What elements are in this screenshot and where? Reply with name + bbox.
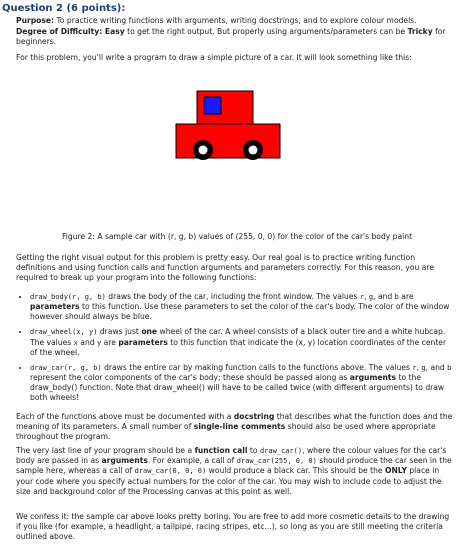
purpose-label: Purpose: — [16, 16, 55, 25]
front-wheel-hubcap — [199, 146, 208, 155]
car-drawing — [0, 80, 474, 230]
rear-wheel-hubcap — [249, 146, 258, 155]
function-signature: draw_car(r, g, b) — [30, 363, 102, 372]
function-signature: draw_wheel(x, y) — [30, 328, 98, 337]
car-window — [204, 97, 221, 114]
list-item: • draw_car(r, g, b) draws the entire car by making function calls to the functions above. The values r, g, and b represent the color components of the car's body; these should be passed along as arguments to the draw_body() function. Note that draw_wheel() will have to be called twice (with different arguments) to draw both wheels! — [30, 363, 454, 403]
function-signature: draw_body(r, g, b) — [30, 293, 106, 301]
difficulty-text: to get the right output. But properly using arguments/parameters can be — [124, 27, 408, 36]
purpose-line — [16, 16, 454, 26]
car-figure — [0, 80, 474, 230]
paragraph-1-text: Getting the right visual output for this problem is pretty easy. Our real goal is to practice writing function definitions and using function calls and function arguments and parameters correctly. For this reason, you are required to break up your program into the following functions: — [16, 253, 435, 283]
car-body — [176, 124, 280, 158]
question-heading: Question 2 (6 points): — [2, 3, 126, 14]
paragraph-4-text: We confess it: the sample car above looks pretty boring. You are free to add more cosmetic details to the drawing if you like (for example, a headlight, a tailpipe, racing stripes, etc...), so long as you are still meeting the criteria outlined above. — [16, 512, 450, 542]
difficulty-tricky: Tricky — [407, 27, 433, 36]
purpose-text: To practice writing functions with arguments, writing docstrings, and to explore colour models. — [54, 16, 417, 25]
function-list — [16, 292, 454, 408]
list-item: • draw_wheel(x, y) draws just one wheel of the car. A wheel consists of a black outer tire and a white hubcap. The values x and y are parameters to this function that indicate the (x, y) location coordinates of the center of the wheel. — [30, 327, 454, 357]
list-item: • draw_body(r, g, b) draws the body of the car, including the front window. The values r, g, and b are parameters to this function. Use these parameters to set the color of the car's body. The color of the window however should always be blue. — [30, 292, 454, 322]
intro-text: For this problem, you'll write a program to draw a simple picture of a car. It will look something like this: — [16, 53, 412, 62]
difficulty-label: Degree of Difficulty: Easy — [16, 27, 125, 36]
difficulty-text-end: for beginners. — [16, 27, 446, 47]
paragraph-1 — [16, 253, 454, 283]
difficulty-line — [16, 27, 454, 47]
paragraph-2: Each of the functions above must be documented with a docstring that describes what the function does and the meaning of its parameters. A small number of single-line comments should also be used where appropriate throughout the program. — [16, 412, 453, 442]
figure-caption: Figure 2: A sample car with (r, g, b) values of (255, 0, 0) for the color of the car's body paint — [61, 232, 413, 241]
paragraph-4 — [16, 512, 454, 542]
paragraph-3: The very last line of your program should be a function call to draw_car(), where the colour values for the car's body are passed in as arguments. For example, a call of draw_car(255, 0, 0) should produce the car seen in the sample here, whereas a call of draw_car(0, 0, 0) would produce a black car. This should be the ONLY place in your code where you specify actual numbers for the color of the car. You may wish to include code to adjust the size and background color of the Processing canvas at this point as well. — [16, 446, 452, 496]
intro-paragraph — [16, 53, 454, 63]
